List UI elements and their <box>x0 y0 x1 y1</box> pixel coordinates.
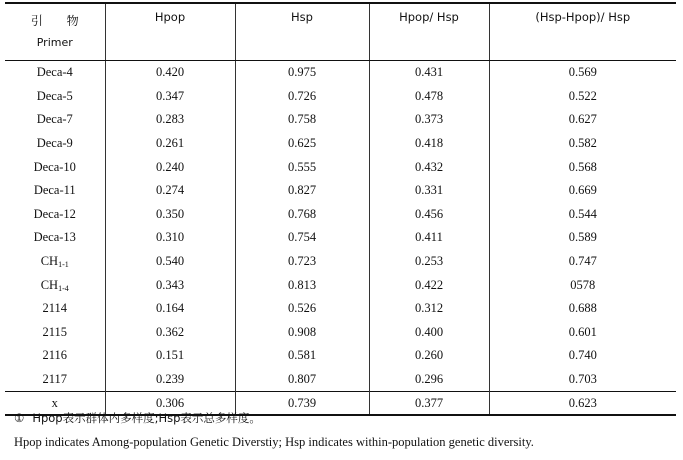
mean-hpop-cell: 0.306 <box>105 392 235 416</box>
ratio1-cell: 0.456 <box>369 203 489 227</box>
primer-cell: Deca-11 <box>33 183 76 198</box>
hsp-cell: 0.581 <box>235 344 369 368</box>
hsp-cell: 0.726 <box>235 85 369 109</box>
footnote-en: Hpop indicates Among-population Genetic Diverstiy; Hsp indicates within-population genetic diversity. <box>14 435 534 449</box>
ratio2-cell: 0.582 <box>489 132 676 156</box>
footnote-marker: ① <box>14 411 25 425</box>
header-hsp: Hsp <box>235 3 369 61</box>
ratio2-cell: 0.544 <box>489 203 676 227</box>
primer-name: CH <box>40 277 59 292</box>
hpop-cell: 0.420 <box>105 61 235 85</box>
table-row <box>5 155 676 179</box>
mean-hsp-cell: 0.739 <box>235 392 369 416</box>
header-hpop-hsp: Hpop/ Hsp <box>369 3 489 61</box>
mean-label-cell: x <box>5 392 105 416</box>
header-primer-cn: 引 物 <box>30 14 89 28</box>
ratio2-cell: 0.569 <box>489 61 676 85</box>
primer-subscript: 1-4 <box>58 283 69 293</box>
hpop-cell: 0.240 <box>105 155 235 179</box>
mean-ratio1-cell: 0.377 <box>369 392 489 416</box>
ratio1-cell: 0.373 <box>369 108 489 132</box>
table-row <box>5 61 676 85</box>
hpop-cell: 0.164 <box>105 297 235 321</box>
hpop-cell: 0.362 <box>105 321 235 345</box>
header-hpop: Hpop <box>105 3 235 61</box>
table-row <box>5 297 676 321</box>
ratio1-cell: 0.431 <box>369 61 489 85</box>
primer-cell: 2115 <box>42 324 68 339</box>
table-row <box>5 321 676 345</box>
header-diff-ratio: (Hsp-Hpop)/ Hsp <box>489 3 676 61</box>
ratio2-cell: 0.747 <box>489 250 676 274</box>
hpop-cell: 0.239 <box>105 368 235 392</box>
primer-cell: Deca-13 <box>33 230 76 245</box>
table-row <box>5 344 676 368</box>
primer-cell: 2116 <box>42 348 68 363</box>
hsp-cell: 0.555 <box>235 155 369 179</box>
ratio2-cell: 0.522 <box>489 85 676 109</box>
hpop-cell: 0.343 <box>105 273 235 297</box>
hsp-cell: 0.827 <box>235 179 369 203</box>
primer-cell <box>5 250 105 274</box>
ratio1-cell: 0.411 <box>369 226 489 250</box>
hsp-cell: 0.758 <box>235 108 369 132</box>
header-primer <box>5 3 105 61</box>
table-row <box>5 273 676 297</box>
hpop-cell: 0.540 <box>105 250 235 274</box>
ratio1-cell: 0.331 <box>369 179 489 203</box>
footnote-cn-text: Hpop表示群体内多样度;Hsp表示总多样度。 <box>32 411 261 425</box>
hpop-cell: 0.347 <box>105 85 235 109</box>
hpop-cell: 0.350 <box>105 203 235 227</box>
primer-name: CH <box>40 254 59 269</box>
ratio2-cell: 0.703 <box>489 368 676 392</box>
ratio1-cell: 0.296 <box>369 368 489 392</box>
ratio2-cell: 0.740 <box>489 344 676 368</box>
diversity-table <box>5 2 676 416</box>
table-row <box>5 368 676 392</box>
hsp-cell: 0.526 <box>235 297 369 321</box>
hpop-cell: 0.151 <box>105 344 235 368</box>
table-row <box>5 250 676 274</box>
footnote-cn <box>14 410 261 426</box>
primer-cell: Deca-5 <box>36 88 73 103</box>
table-row <box>5 108 676 132</box>
ratio1-cell: 0.422 <box>369 273 489 297</box>
primer-cell: Deca-10 <box>33 159 76 174</box>
ratio1-cell: 0.400 <box>369 321 489 345</box>
ratio1-cell: 0.260 <box>369 344 489 368</box>
table-row <box>5 179 676 203</box>
header-primer-en: Primer <box>36 36 73 49</box>
ratio1-cell: 0.312 <box>369 297 489 321</box>
ratio1-cell: 0.432 <box>369 155 489 179</box>
primer-subscript: 1-1 <box>58 260 69 270</box>
ratio2-cell: 0.669 <box>489 179 676 203</box>
hpop-cell: 0.261 <box>105 132 235 156</box>
hsp-cell: 0.625 <box>235 132 369 156</box>
primer-cell: Deca-4 <box>36 65 73 80</box>
ratio2-cell: 0.627 <box>489 108 676 132</box>
ratio2-cell: 0.589 <box>489 226 676 250</box>
hsp-cell: 0.908 <box>235 321 369 345</box>
primer-cell <box>5 273 105 297</box>
ratio2-cell: 0.688 <box>489 297 676 321</box>
table-row <box>5 85 676 109</box>
hpop-cell: 0.283 <box>105 108 235 132</box>
hsp-cell: 0.754 <box>235 226 369 250</box>
mean-ratio2-cell: 0.623 <box>489 392 676 416</box>
primer-cell: 2117 <box>42 372 68 387</box>
table-row <box>5 132 676 156</box>
ratio2-cell: 0.601 <box>489 321 676 345</box>
table-row <box>5 203 676 227</box>
hsp-cell: 0.807 <box>235 368 369 392</box>
primer-cell: Deca-9 <box>36 136 73 151</box>
hpop-cell: 0.274 <box>105 179 235 203</box>
ratio2-cell: 0.568 <box>489 155 676 179</box>
hsp-cell: 0.768 <box>235 203 369 227</box>
hpop-cell: 0.310 <box>105 226 235 250</box>
ratio1-cell: 0.418 <box>369 132 489 156</box>
hsp-cell: 0.813 <box>235 273 369 297</box>
hsp-cell: 0.723 <box>235 250 369 274</box>
primer-cell: 2114 <box>42 301 68 316</box>
primer-cell: Deca-7 <box>36 112 73 127</box>
table-row <box>5 226 676 250</box>
hsp-cell: 0.975 <box>235 61 369 85</box>
ratio1-cell: 0.478 <box>369 85 489 109</box>
primer-cell: Deca-12 <box>33 206 76 221</box>
ratio1-cell: 0.253 <box>369 250 489 274</box>
ratio2-cell: 0578 <box>489 273 676 297</box>
